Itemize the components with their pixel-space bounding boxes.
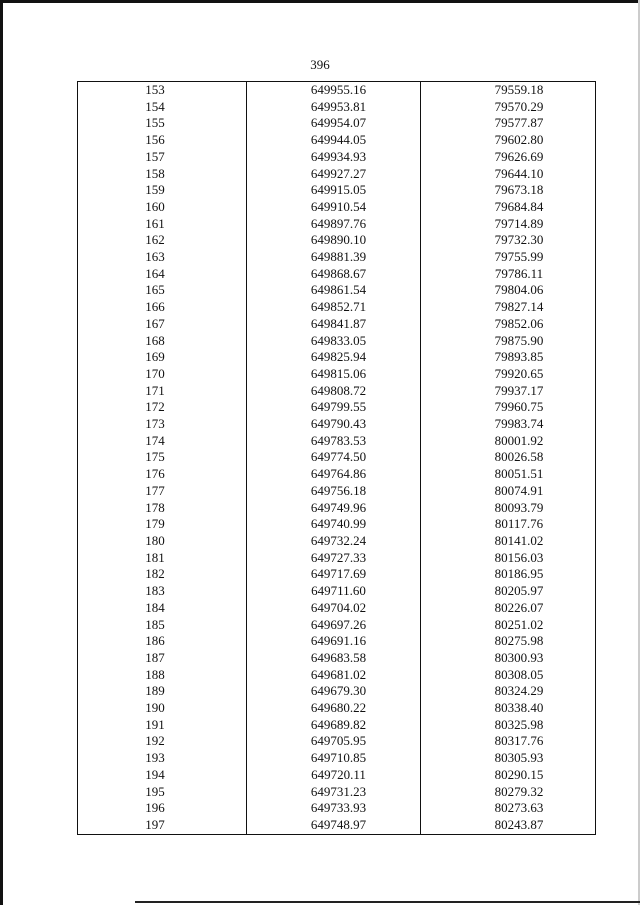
table-row — [78, 132, 596, 149]
table-row — [78, 600, 596, 617]
y-coordinate-cell: 79714.89 — [421, 216, 596, 233]
y-coordinate-cell: 79732.30 — [421, 232, 596, 249]
point-number-cell: 176 — [78, 466, 247, 483]
x-coordinate-cell: 649934.93 — [247, 149, 421, 166]
point-number-cell: 192 — [78, 733, 247, 750]
x-coordinate-cell: 649691.16 — [247, 633, 421, 650]
y-coordinate-cell: 80141.02 — [421, 533, 596, 550]
point-number-cell: 173 — [78, 416, 247, 433]
y-coordinate-cell: 79684.84 — [421, 199, 596, 216]
table-row — [78, 550, 596, 567]
y-coordinate-cell: 80251.02 — [421, 617, 596, 634]
x-coordinate-cell: 649681.02 — [247, 667, 421, 684]
table-row — [78, 149, 596, 166]
point-number-cell: 177 — [78, 483, 247, 500]
table-row — [78, 767, 596, 784]
x-coordinate-cell: 649774.50 — [247, 449, 421, 466]
y-coordinate-cell: 79577.87 — [421, 115, 596, 132]
x-coordinate-cell: 649749.96 — [247, 500, 421, 517]
coordinates-table — [77, 81, 596, 835]
x-coordinate-cell: 649680.22 — [247, 700, 421, 717]
y-coordinate-cell: 79852.06 — [421, 316, 596, 333]
point-number-cell: 174 — [78, 433, 247, 450]
y-coordinate-cell: 80026.58 — [421, 449, 596, 466]
table-row — [78, 249, 596, 266]
point-number-cell: 172 — [78, 399, 247, 416]
point-number-cell: 167 — [78, 316, 247, 333]
point-number-cell: 171 — [78, 383, 247, 400]
y-coordinate-cell: 80338.40 — [421, 700, 596, 717]
point-number-cell: 196 — [78, 800, 247, 817]
x-coordinate-cell: 649897.76 — [247, 216, 421, 233]
table-row — [78, 115, 596, 132]
point-number-cell: 197 — [78, 817, 247, 834]
x-coordinate-cell: 649915.05 — [247, 182, 421, 199]
x-coordinate-cell: 649710.85 — [247, 750, 421, 767]
x-coordinate-cell: 649815.06 — [247, 366, 421, 383]
y-coordinate-cell: 79602.80 — [421, 132, 596, 149]
y-coordinate-cell: 79827.14 — [421, 299, 596, 316]
point-number-cell: 175 — [78, 449, 247, 466]
y-coordinate-cell: 80051.51 — [421, 466, 596, 483]
y-coordinate-cell: 80324.29 — [421, 683, 596, 700]
x-coordinate-cell: 649731.23 — [247, 784, 421, 801]
point-number-cell: 191 — [78, 717, 247, 734]
table-row — [78, 466, 596, 483]
table-row — [78, 817, 596, 834]
table-row — [78, 633, 596, 650]
coordinates-table-body — [78, 82, 596, 835]
table-row — [78, 282, 596, 299]
table-row — [78, 566, 596, 583]
y-coordinate-cell: 80001.92 — [421, 433, 596, 450]
point-number-cell: 160 — [78, 199, 247, 216]
x-coordinate-cell: 649705.95 — [247, 733, 421, 750]
table-row — [78, 733, 596, 750]
point-number-cell: 190 — [78, 700, 247, 717]
table-row — [78, 232, 596, 249]
table-row — [78, 383, 596, 400]
y-coordinate-cell: 79960.75 — [421, 399, 596, 416]
x-coordinate-cell: 649711.60 — [247, 583, 421, 600]
point-number-cell: 156 — [78, 132, 247, 149]
y-coordinate-cell: 80074.91 — [421, 483, 596, 500]
y-coordinate-cell: 80290.15 — [421, 767, 596, 784]
x-coordinate-cell: 649733.93 — [247, 800, 421, 817]
x-coordinate-cell: 649868.67 — [247, 266, 421, 283]
y-coordinate-cell: 79804.06 — [421, 282, 596, 299]
scan-edge-left — [0, 0, 3, 905]
point-number-cell: 158 — [78, 166, 247, 183]
y-coordinate-cell: 79937.17 — [421, 383, 596, 400]
table-row — [78, 433, 596, 450]
x-coordinate-cell: 649953.81 — [247, 99, 421, 116]
point-number-cell: 178 — [78, 500, 247, 517]
point-number-cell: 169 — [78, 349, 247, 366]
table-row — [78, 166, 596, 183]
x-coordinate-cell: 649732.24 — [247, 533, 421, 550]
x-coordinate-cell: 649799.55 — [247, 399, 421, 416]
page-number: 396 — [310, 57, 330, 72]
x-coordinate-cell: 649841.87 — [247, 316, 421, 333]
y-coordinate-cell: 80226.07 — [421, 600, 596, 617]
point-number-cell: 162 — [78, 232, 247, 249]
x-coordinate-cell: 649852.71 — [247, 299, 421, 316]
point-number-cell: 155 — [78, 115, 247, 132]
y-coordinate-cell: 80273.63 — [421, 800, 596, 817]
x-coordinate-cell: 649727.33 — [247, 550, 421, 567]
y-coordinate-cell: 80325.98 — [421, 717, 596, 734]
table-row — [78, 683, 596, 700]
x-coordinate-cell: 649881.39 — [247, 249, 421, 266]
point-number-cell: 157 — [78, 149, 247, 166]
x-coordinate-cell: 649825.94 — [247, 349, 421, 366]
point-number-cell: 168 — [78, 333, 247, 350]
point-number-cell: 163 — [78, 249, 247, 266]
y-coordinate-cell: 79875.90 — [421, 333, 596, 350]
table-row — [78, 617, 596, 634]
scan-edge-top — [0, 0, 640, 3]
table-row — [78, 182, 596, 199]
table-row — [78, 500, 596, 517]
y-coordinate-cell: 80243.87 — [421, 817, 596, 834]
y-coordinate-cell: 80156.03 — [421, 550, 596, 567]
table-row — [78, 784, 596, 801]
table-row — [78, 82, 596, 99]
point-number-cell: 164 — [78, 266, 247, 283]
point-number-cell: 189 — [78, 683, 247, 700]
point-number-cell: 188 — [78, 667, 247, 684]
point-number-cell: 179 — [78, 516, 247, 533]
y-coordinate-cell: 80279.32 — [421, 784, 596, 801]
table-row — [78, 333, 596, 350]
table-row — [78, 667, 596, 684]
table-row — [78, 516, 596, 533]
y-coordinate-cell: 79786.11 — [421, 266, 596, 283]
y-coordinate-cell: 80317.76 — [421, 733, 596, 750]
point-number-cell: 153 — [78, 82, 247, 99]
x-coordinate-cell: 649910.54 — [247, 199, 421, 216]
point-number-cell: 181 — [78, 550, 247, 567]
point-number-cell: 154 — [78, 99, 247, 116]
table-row — [78, 483, 596, 500]
x-coordinate-cell: 649955.16 — [247, 82, 421, 99]
y-coordinate-cell: 80305.93 — [421, 750, 596, 767]
point-number-cell: 186 — [78, 633, 247, 650]
table-row — [78, 449, 596, 466]
table-row — [78, 266, 596, 283]
point-number-cell: 195 — [78, 784, 247, 801]
table-row — [78, 700, 596, 717]
y-coordinate-cell: 79920.65 — [421, 366, 596, 383]
y-coordinate-cell: 80205.97 — [421, 583, 596, 600]
y-coordinate-cell: 79644.10 — [421, 166, 596, 183]
y-coordinate-cell: 80186.95 — [421, 566, 596, 583]
y-coordinate-cell: 79626.69 — [421, 149, 596, 166]
point-number-cell: 194 — [78, 767, 247, 784]
y-coordinate-cell: 79893.85 — [421, 349, 596, 366]
y-coordinate-cell: 79570.29 — [421, 99, 596, 116]
x-coordinate-cell: 649944.05 — [247, 132, 421, 149]
y-coordinate-cell: 80117.76 — [421, 516, 596, 533]
x-coordinate-cell: 649764.86 — [247, 466, 421, 483]
point-number-cell: 182 — [78, 566, 247, 583]
table-row — [78, 399, 596, 416]
table-row — [78, 349, 596, 366]
x-coordinate-cell: 649861.54 — [247, 282, 421, 299]
x-coordinate-cell: 649890.10 — [247, 232, 421, 249]
point-number-cell: 159 — [78, 182, 247, 199]
x-coordinate-cell: 649790.43 — [247, 416, 421, 433]
table-row — [78, 216, 596, 233]
y-coordinate-cell: 80093.79 — [421, 500, 596, 517]
y-coordinate-cell: 79755.99 — [421, 249, 596, 266]
x-coordinate-cell: 649689.82 — [247, 717, 421, 734]
table-row — [78, 583, 596, 600]
y-coordinate-cell: 80275.98 — [421, 633, 596, 650]
x-coordinate-cell: 649720.11 — [247, 767, 421, 784]
table-row — [78, 299, 596, 316]
x-coordinate-cell: 649927.27 — [247, 166, 421, 183]
y-coordinate-cell: 80300.93 — [421, 650, 596, 667]
point-number-cell: 180 — [78, 533, 247, 550]
table-row — [78, 533, 596, 550]
x-coordinate-cell: 649704.02 — [247, 600, 421, 617]
x-coordinate-cell: 649717.69 — [247, 566, 421, 583]
table-row — [78, 800, 596, 817]
point-number-cell: 183 — [78, 583, 247, 600]
point-number-cell: 187 — [78, 650, 247, 667]
point-number-cell: 184 — [78, 600, 247, 617]
table-row — [78, 650, 596, 667]
y-coordinate-cell: 80308.05 — [421, 667, 596, 684]
table-row — [78, 99, 596, 116]
x-coordinate-cell: 649683.58 — [247, 650, 421, 667]
x-coordinate-cell: 649808.72 — [247, 383, 421, 400]
point-number-cell: 170 — [78, 366, 247, 383]
x-coordinate-cell: 649783.53 — [247, 433, 421, 450]
table-row — [78, 366, 596, 383]
point-number-cell: 185 — [78, 617, 247, 634]
table-row — [78, 416, 596, 433]
table-row — [78, 316, 596, 333]
point-number-cell: 166 — [78, 299, 247, 316]
x-coordinate-cell: 649748.97 — [247, 817, 421, 834]
table-row — [78, 717, 596, 734]
x-coordinate-cell: 649697.26 — [247, 617, 421, 634]
x-coordinate-cell: 649679.30 — [247, 683, 421, 700]
y-coordinate-cell: 79673.18 — [421, 182, 596, 199]
table-row — [78, 750, 596, 767]
x-coordinate-cell: 649954.07 — [247, 115, 421, 132]
point-number-cell: 161 — [78, 216, 247, 233]
x-coordinate-cell: 649740.99 — [247, 516, 421, 533]
scan-edge-bottom — [135, 901, 640, 903]
x-coordinate-cell: 649833.05 — [247, 333, 421, 350]
table-row — [78, 199, 596, 216]
y-coordinate-cell: 79559.18 — [421, 82, 596, 99]
point-number-cell: 165 — [78, 282, 247, 299]
point-number-cell: 193 — [78, 750, 247, 767]
x-coordinate-cell: 649756.18 — [247, 483, 421, 500]
y-coordinate-cell: 79983.74 — [421, 416, 596, 433]
